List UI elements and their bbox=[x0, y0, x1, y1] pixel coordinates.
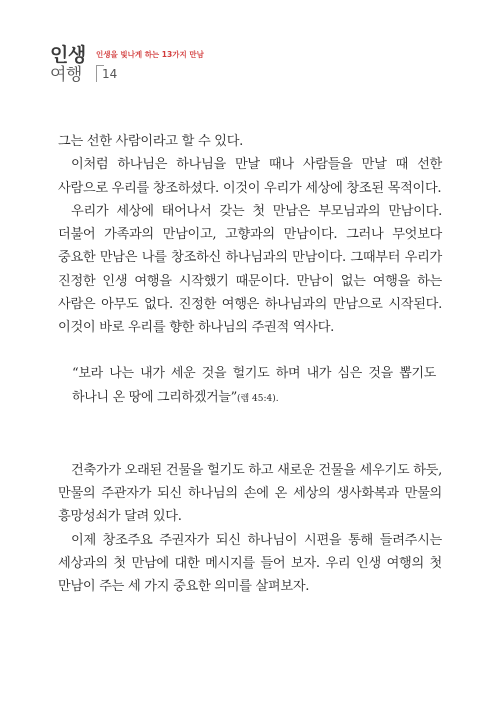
page-number: 14 bbox=[102, 67, 118, 81]
book-title-line1: 인생 bbox=[50, 44, 86, 66]
header-divider-vertical bbox=[96, 65, 97, 82]
header-divider-horizontal bbox=[96, 65, 104, 66]
quote-reference: (렘 45:4). bbox=[236, 393, 279, 404]
body-paragraph: 이제 창조주요 주권자가 되신 하나님이 시편을 통해 들려주시는 세상과의 첫 만남에 대한 메시지를 들어 보자. 우리 인생 여행의 첫 만남이 주는 세 가지 중요한 의미를 살펴보자. bbox=[58, 532, 442, 595]
page-header bbox=[50, 45, 450, 85]
book-title-line2: 여행 bbox=[50, 65, 82, 85]
scripture-quote bbox=[58, 362, 442, 411]
paragraph-gap bbox=[58, 433, 442, 459]
book-subtitle: 인생을 빛나게 하는 13가지 만남 bbox=[96, 50, 204, 59]
page-body bbox=[58, 130, 442, 598]
body-paragraph: 우리가 세상에 태어나서 갖는 첫 만남은 부모님과의 만남이다. 더불어 가족과의 만남이고, 고향과의 만남이다. 그러나 무엇보다 중요한 만남은 나를 창조하신 하나님과의 만남이다. 그때부터 우리가 진정한 인생 여행을 시작했기 때문이다. 만남이 없는 여행을 하는 사람은 아무도 없다. 진정한 여행은 하나님과의 만남으로 시작된다. 이것이 바로 우리를 향한 하나님의 주권적 역사다. bbox=[58, 203, 442, 336]
body-paragraph: 건축가가 오래된 건물을 헐기도 하고 새로운 건물을 세우기도 하듯, 만물의 주관자가 되신 하나님의 손에 온 세상의 생사화복과 만물의 흥망성쇠가 달려 있다. bbox=[58, 462, 442, 525]
body-paragraph: 이처럼 하나님은 하나님을 만날 때나 사람들을 만날 때 선한 사람으로 우리를 창조하셨다. 이것이 우리가 세상에 창조된 목적이다. bbox=[58, 157, 442, 196]
body-paragraph: 그는 선한 사람이라고 할 수 있다. bbox=[58, 134, 244, 149]
quote-text: “보라 나는 내가 세운 것을 헐기도 하며 내가 심은 것을 뽑기도 하나니 온 땅에 그리하겠거늘” bbox=[72, 365, 436, 405]
quote-paragraph bbox=[72, 362, 436, 411]
